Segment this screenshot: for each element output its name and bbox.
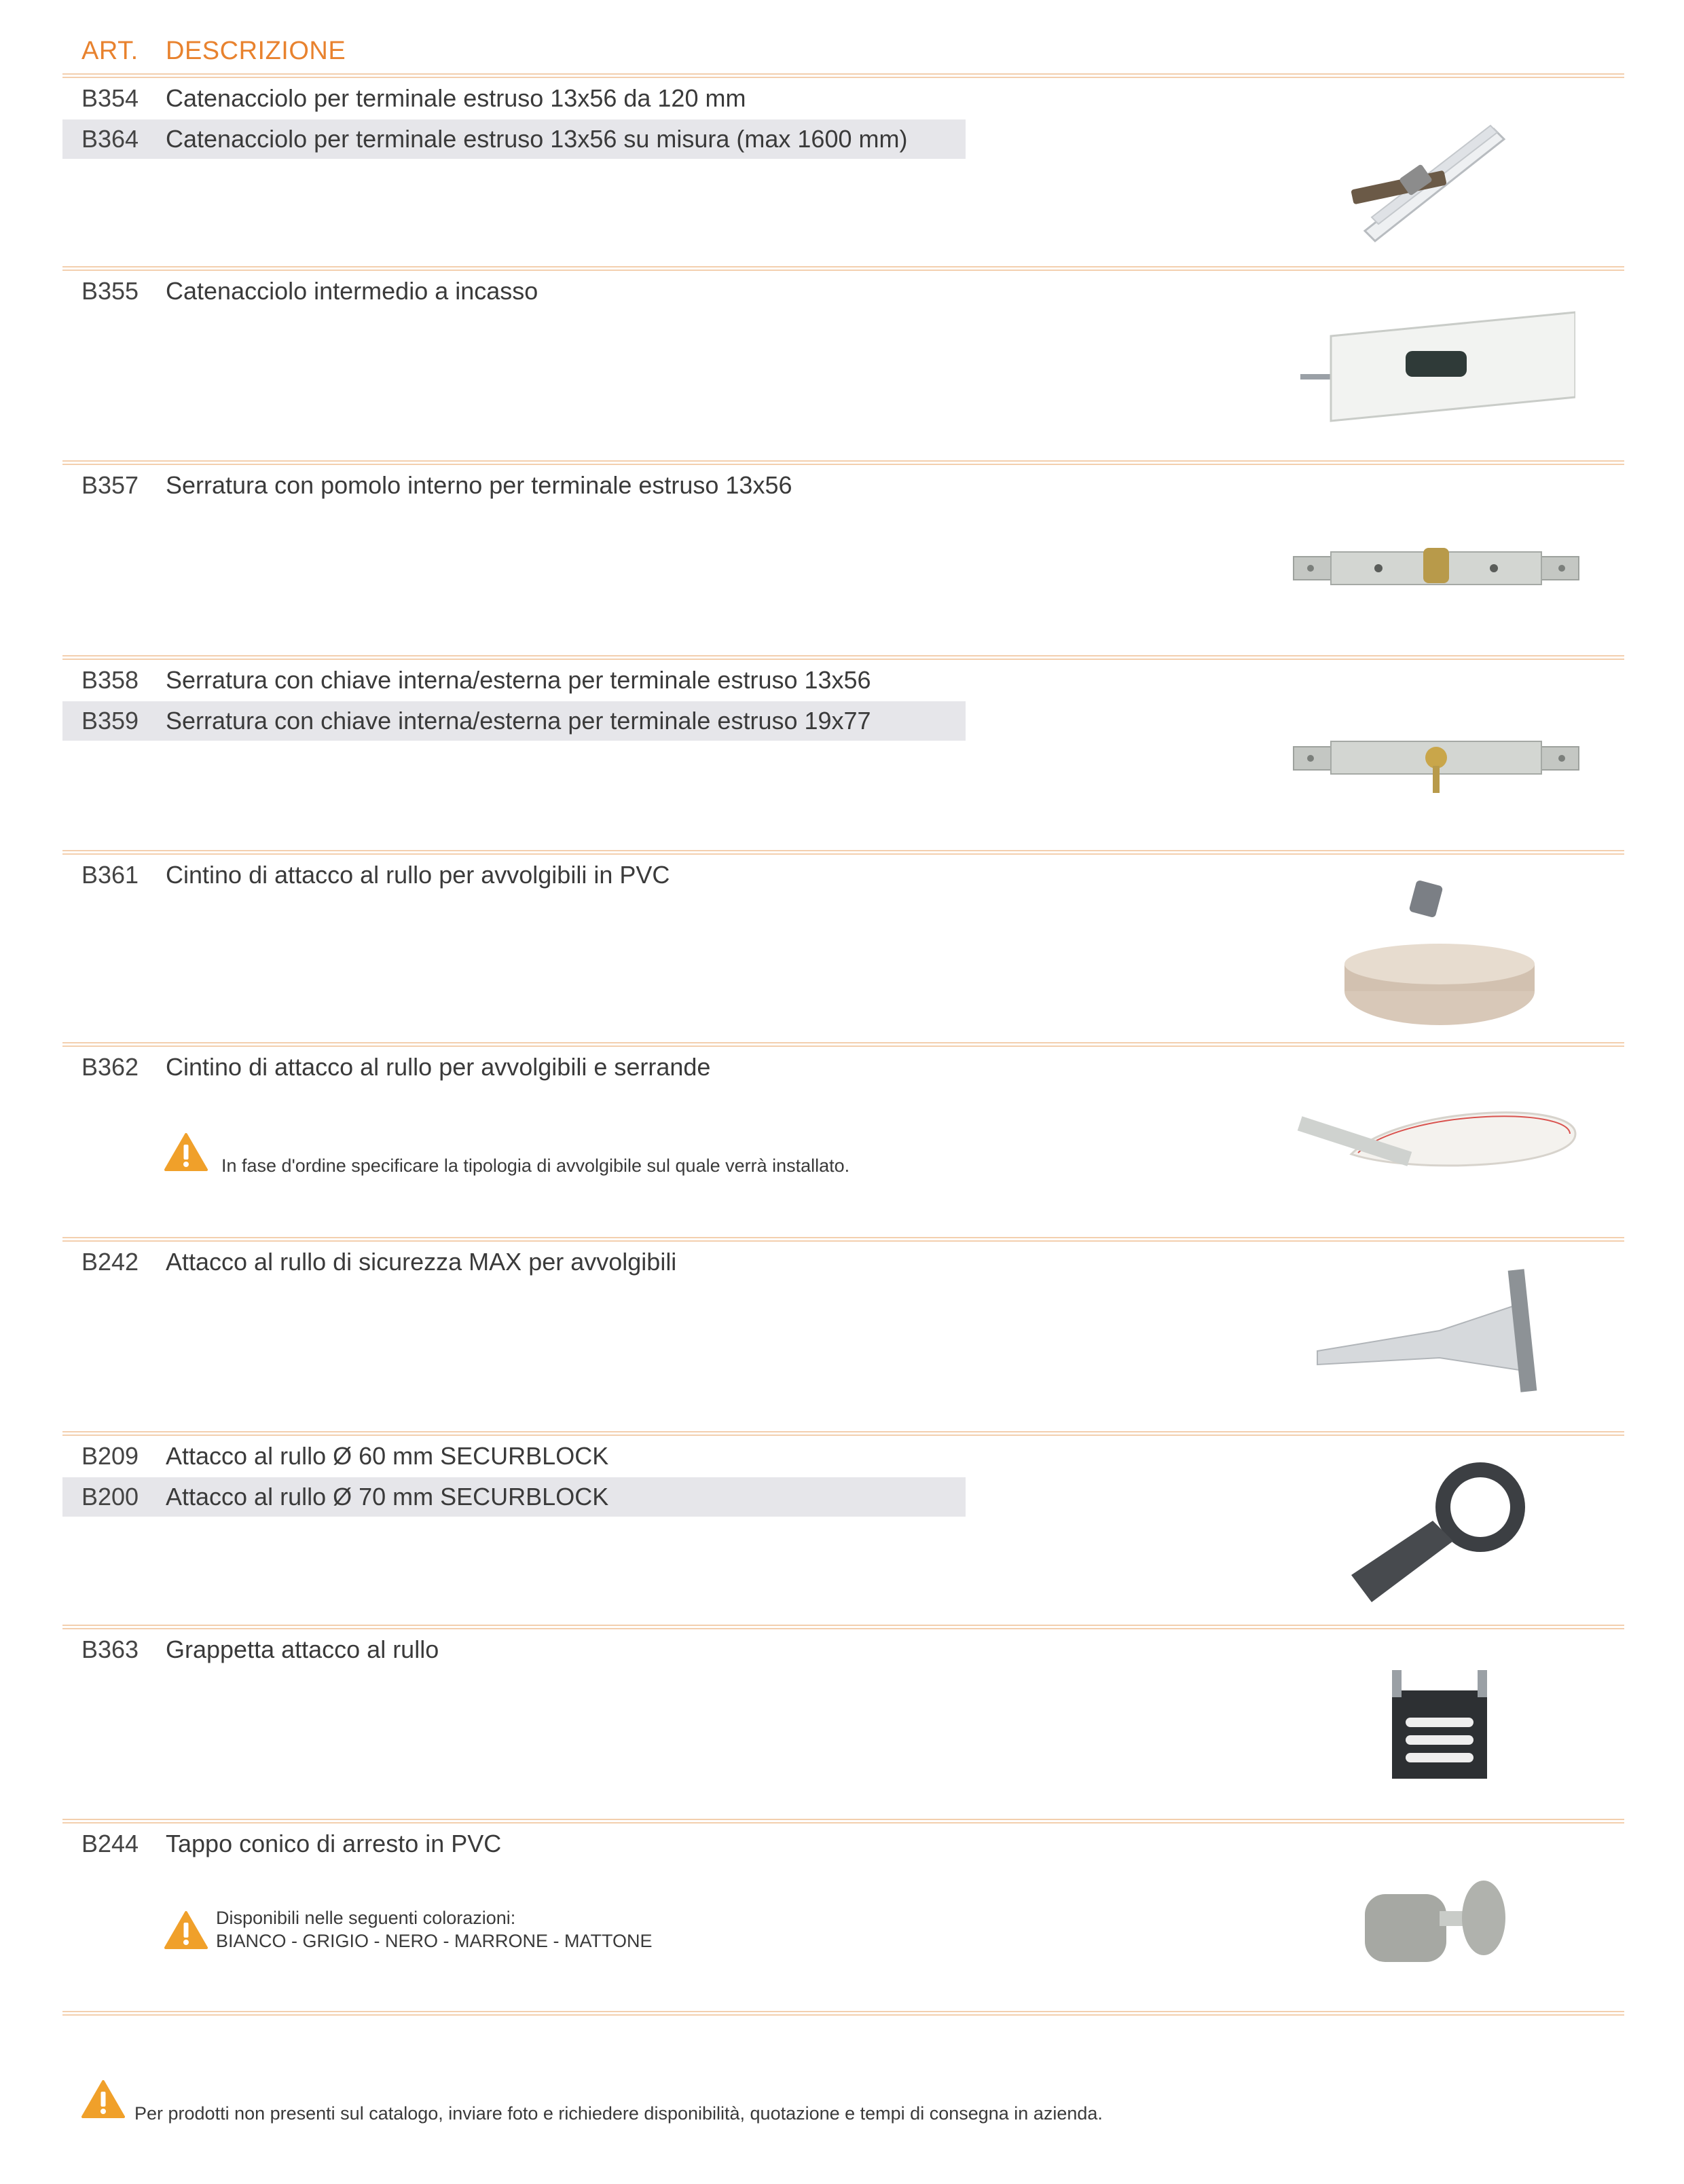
securblock-image (1344, 1460, 1535, 1616)
article-code: B358 (81, 666, 139, 694)
article-code: B362 (81, 1053, 139, 1081)
table-row (62, 1048, 966, 1087)
divider (62, 655, 1624, 660)
article-description: Attacco al rullo Ø 70 mm SECURBLOCK (166, 1483, 609, 1511)
table-row (62, 1824, 966, 1864)
divider (62, 1819, 1624, 1824)
divider (62, 1042, 1624, 1047)
table-row (62, 1630, 966, 1669)
article-code: B357 (81, 471, 139, 499)
table-row (62, 1437, 966, 1476)
lock-knob-image (1290, 533, 1582, 601)
article-description: Catenacciolo per terminale estruso 13x56 da 120 mm (166, 84, 746, 112)
grappetta-clip-image (1385, 1670, 1494, 1785)
table-row (62, 1242, 966, 1282)
article-description: Cintino di attacco al rullo per avvolgibili e serrande (166, 1053, 711, 1081)
order-note: In fase d'ordine specificare la tipologia di avvolgibile sul quale verrà installato. (221, 1155, 850, 1176)
article-description: Cintino di attacco al rullo per avvolgibili in PVC (166, 861, 670, 889)
article-code: B242 (81, 1248, 139, 1276)
table-row (62, 701, 966, 741)
table-row (62, 79, 966, 118)
article-code: B355 (81, 277, 139, 305)
article-description: Attacco al rullo Ø 60 mm SECURBLOCK (166, 1442, 609, 1470)
article-code: B200 (81, 1483, 139, 1511)
article-description: Serratura con chiave interna/esterna per terminale estruso 13x56 (166, 666, 871, 694)
article-description: Catenacciolo per terminale estruso 13x56 su misura (max 1600 mm) (166, 125, 908, 153)
strap-clip-image (1290, 1093, 1589, 1202)
divider (62, 266, 1624, 271)
article-code: B354 (81, 84, 139, 112)
colors-note-title: Disponibili nelle seguenti colorazioni: (216, 1908, 516, 1928)
table-row (62, 272, 966, 311)
article-code: B359 (81, 707, 139, 735)
lock-key-image (1290, 726, 1582, 801)
colors-list: BIANCO - GRIGIO - NERO - MARRONE - MATTONE (216, 1931, 653, 1951)
strap-roll-image (1338, 876, 1541, 1039)
divider (62, 1237, 1624, 1242)
warning-icon (164, 1132, 208, 1172)
divider (62, 1625, 1624, 1629)
article-description: Serratura con chiave interna/esterna per terminale estruso 19x77 (166, 707, 871, 735)
warning-icon (164, 1910, 208, 1950)
footer-note: Per prodotti non presenti sul catalogo, inviare foto e richiedere disponibilità, quotazione e tempi di consegna in azienda. (134, 2103, 1103, 2124)
table-row (62, 1477, 966, 1517)
article-description: Catenacciolo intermedio a incasso (166, 277, 538, 305)
table-row (62, 855, 966, 895)
article-code: B361 (81, 861, 139, 889)
table-row (62, 119, 966, 159)
recessed-latch-image (1290, 309, 1575, 431)
header-descrizione: DESCRIZIONE (166, 37, 346, 65)
article-description: Attacco al rullo di sicurezza MAX per avvolgibili (166, 1248, 677, 1276)
roller-attachment-image (1304, 1263, 1569, 1399)
divider (62, 73, 1624, 78)
latch-profile-image (1344, 115, 1507, 251)
table-row (62, 661, 966, 700)
divider (62, 850, 1624, 855)
article-description: Serratura con pomolo interno per terminale estruso 13x56 (166, 471, 792, 499)
article-code: B209 (81, 1442, 139, 1470)
divider (62, 1431, 1624, 1436)
conical-stop-image (1358, 1874, 1521, 1969)
colors-note (216, 1906, 653, 1952)
article-description: Grappetta attacco al rullo (166, 1635, 439, 1663)
table-row (62, 466, 966, 505)
header-art: ART. (81, 37, 139, 65)
divider (62, 2011, 1624, 2016)
article-description: Tappo conico di arresto in PVC (166, 1830, 502, 1857)
warning-icon (81, 2079, 125, 2119)
article-code: B363 (81, 1635, 139, 1663)
article-code: B244 (81, 1830, 139, 1857)
divider (62, 460, 1624, 465)
article-code: B364 (81, 125, 139, 153)
